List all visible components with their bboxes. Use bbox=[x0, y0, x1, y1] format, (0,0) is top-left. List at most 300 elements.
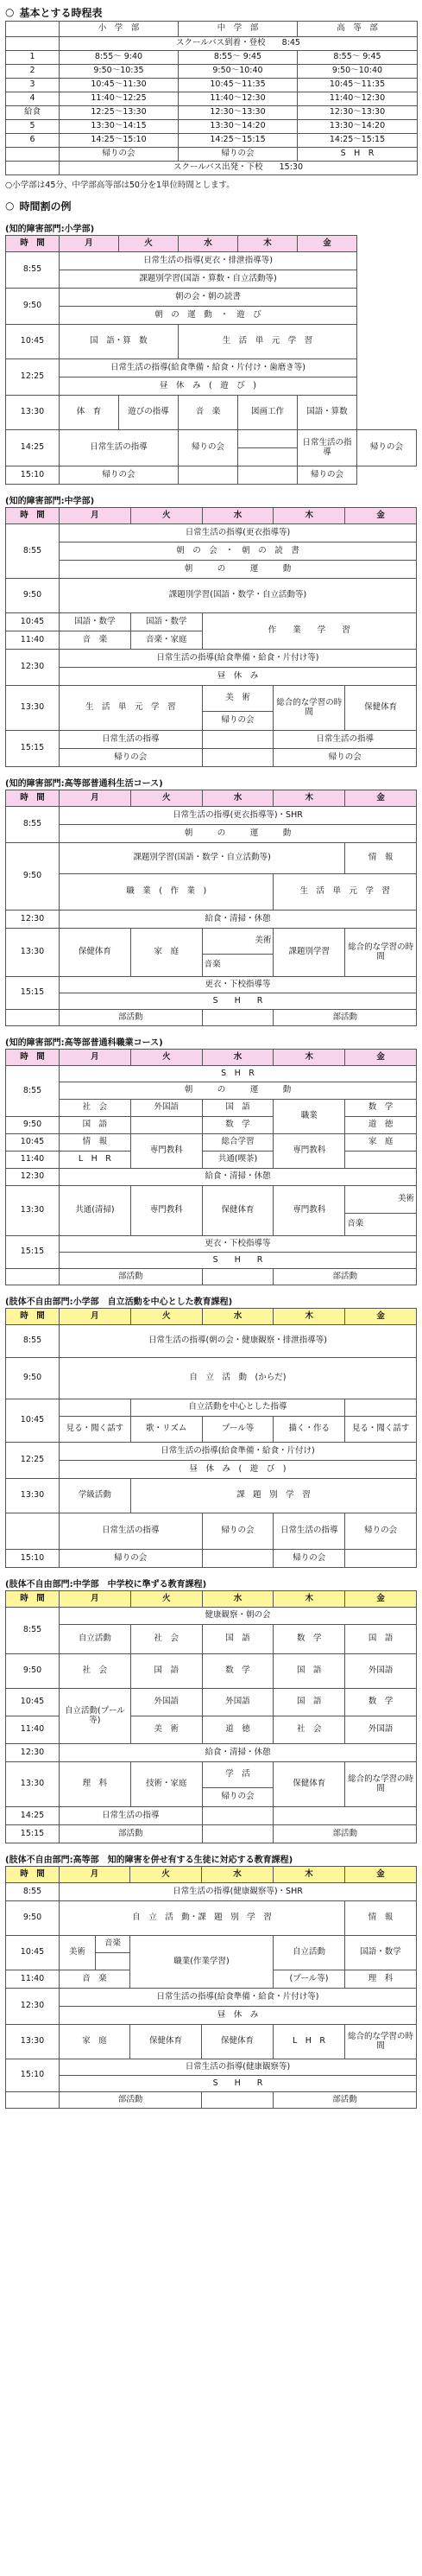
activity-cell: S H R bbox=[60, 2076, 417, 2092]
activity-cell: 情 報 bbox=[60, 1134, 131, 1152]
t5-title: (肢体不自由部門:小学部 自立活動を中心とした教育課程) bbox=[5, 1298, 233, 1307]
time-cell: 9:50 bbox=[6, 843, 60, 910]
activity-cell: (プール等) bbox=[273, 1970, 344, 1989]
time-cell: 11:40 bbox=[6, 1970, 60, 1989]
activity-cell: 体 育 bbox=[60, 396, 119, 430]
activity-cell: S H R bbox=[60, 1253, 417, 1269]
activity-cell: 帰りの会 bbox=[202, 712, 274, 731]
activity-cell: 日常生活の指導(給食準備・給食・片付け等) bbox=[60, 650, 417, 668]
activity-cell: 日常生活の指導(健康観察等)・SHR bbox=[60, 1883, 417, 1901]
day-header-time: 時 間 bbox=[6, 1050, 60, 1066]
activity-cell: 日常生活の指導(更衣指導等)・SHR bbox=[60, 807, 417, 825]
activity-cell: 日常生活の指導(給食準備・給食・片付け) bbox=[60, 1443, 417, 1461]
time-cell: 9:50 bbox=[6, 579, 60, 613]
activity-cell: 国 語 bbox=[202, 1625, 274, 1654]
activity-cell-empty bbox=[345, 1399, 417, 1417]
activity-cell: 国 語 bbox=[274, 1689, 345, 1716]
time-cell: 10:45 bbox=[6, 613, 60, 631]
basic-empty-cell bbox=[6, 162, 60, 175]
basic-bus-leave-row bbox=[6, 162, 418, 175]
activity-cell: 外国語 bbox=[345, 1716, 417, 1744]
activity-cell: 帰りの会 bbox=[60, 1550, 203, 1568]
basic-header-elementary: 小 学 部 bbox=[60, 22, 179, 37]
activity-cell: 作 業 学 習 bbox=[202, 613, 416, 650]
day-header-fri: 金 bbox=[345, 1309, 417, 1325]
activity-cell: 音 楽 bbox=[179, 396, 238, 430]
day-header-fri: 金 bbox=[344, 1867, 416, 1883]
basic-period-row bbox=[6, 79, 418, 92]
activity-cell: 総合的な学習の時間 bbox=[345, 1762, 417, 1807]
activity-cell: 自 立 活 動 (からだ) bbox=[60, 1358, 417, 1399]
day-header-mon: 月 bbox=[60, 236, 119, 252]
time-cell: 9:50 bbox=[6, 289, 60, 325]
day-header-mon: 月 bbox=[60, 508, 131, 524]
day-header-time: 時 間 bbox=[6, 1591, 60, 1608]
activity-cell: 美 術 bbox=[130, 1716, 202, 1744]
day-header-tue: 火 bbox=[130, 1050, 202, 1066]
time-cell: 9:50 bbox=[6, 1358, 60, 1399]
t7-timetable bbox=[5, 1866, 417, 2109]
time-cell: 13:30 bbox=[6, 1186, 60, 1236]
t2-timetable bbox=[5, 507, 417, 767]
activity-cell: 国 語 bbox=[345, 1625, 417, 1654]
day-header-mon: 月 bbox=[60, 1591, 131, 1608]
activity-cell: 保健体育 bbox=[274, 1762, 345, 1807]
time-cell: 13:30 bbox=[6, 1479, 60, 1513]
activity-cell-empty bbox=[202, 749, 274, 767]
time-cell: 12:30 bbox=[6, 1169, 60, 1186]
basic-empty-cell bbox=[6, 148, 60, 162]
day-header-tue: 火 bbox=[130, 1867, 202, 1883]
activity-cell: 国 語 bbox=[130, 1654, 202, 1689]
basic-period-row bbox=[6, 134, 418, 148]
time-cell: 8:55 bbox=[6, 1608, 60, 1654]
activity-cell: 数 学 bbox=[345, 1100, 417, 1117]
activity-cell: 昼 休 み ( 遊 び ) bbox=[60, 378, 357, 396]
activity-cell: 自立活動 bbox=[273, 1936, 344, 1970]
basic-junior-cell: 9:50～10:40 bbox=[179, 65, 298, 79]
basic-period-row bbox=[6, 106, 418, 120]
time-cell: 12:25 bbox=[6, 1443, 60, 1479]
day-header-fri: 金 bbox=[345, 508, 417, 524]
activity-cell: 帰りの会 bbox=[60, 749, 203, 767]
day-header-thu: 木 bbox=[273, 1867, 344, 1883]
activity-cell: 国 語 bbox=[274, 1654, 345, 1689]
basic-junior-cell: 11:40～12:30 bbox=[179, 92, 298, 106]
activity-cell: 日常生活の指導(更衣指導等) bbox=[60, 524, 417, 542]
time-cell: 15:15 bbox=[6, 977, 60, 1010]
t6-title: (肢体不自由部門:中学部 中学校に準ずる教育課程) bbox=[5, 1580, 207, 1589]
activity-cell: 給食・清掃・休憩 bbox=[60, 1744, 417, 1762]
basic-period-row bbox=[6, 65, 418, 79]
time-cell: 10:45 bbox=[6, 1936, 60, 1970]
basic-elementary-cell: 14:25～15:10 bbox=[60, 134, 179, 148]
day-header-mon: 月 bbox=[60, 1050, 131, 1066]
basic-senior-cell: 9:50～10:40 bbox=[298, 65, 418, 79]
activity-cell-empty bbox=[345, 1152, 417, 1169]
basic-note: ○小学部は45分、中学部高等部は50分を1単位時間とします。 bbox=[5, 181, 235, 190]
activity-cell: 課題別学習 bbox=[274, 929, 345, 977]
activity-cell: 専門教科 bbox=[130, 1186, 202, 1236]
activity-cell: 課題別学習(国語・算数・自立活動等) bbox=[60, 270, 357, 289]
activity-cell: 部活動 bbox=[274, 1010, 417, 1026]
time-cell: 12:30 bbox=[6, 1744, 60, 1762]
day-header-fri: 金 bbox=[345, 1050, 417, 1066]
activity-cell: 課題別学習(国語・数学・自立活動等) bbox=[60, 579, 417, 613]
activity-cell: 帰りの会 bbox=[179, 430, 238, 466]
activity-cell: プール等 bbox=[202, 1417, 274, 1443]
time-cell: 13:30 bbox=[6, 1762, 60, 1807]
activity-cell: 部活動 bbox=[274, 1825, 417, 1843]
activity-cell: 共通(喫茶) bbox=[202, 1152, 274, 1169]
activity-cell: 総合学習 bbox=[202, 1134, 274, 1152]
time-cell: 8:55 bbox=[6, 807, 60, 843]
activity-cell: 国語・数学 bbox=[130, 613, 202, 631]
t1-title: (知的障害部門:小学部) bbox=[5, 225, 95, 234]
activity-cell: 国 語 bbox=[60, 1117, 131, 1134]
basic-period-row bbox=[6, 120, 418, 134]
activity-cell: 音 楽 bbox=[60, 631, 131, 650]
day-header-wed: 水 bbox=[202, 790, 274, 807]
activity-cell: 外国語 bbox=[345, 1654, 417, 1689]
activity-cell-empty bbox=[60, 1399, 131, 1417]
activity-cell: 日常生活の指導(健康観察等) bbox=[60, 2059, 417, 2076]
activity-cell: 国語・数学 bbox=[344, 1936, 416, 1970]
t1-timetable bbox=[5, 235, 417, 485]
activity-cell: 職業 bbox=[274, 1100, 345, 1134]
basic-elementary-cell: 10:45～11:30 bbox=[60, 79, 179, 92]
activity-cell: 外国語 bbox=[130, 1100, 202, 1117]
basic-header-junior: 中 学 部 bbox=[179, 22, 298, 37]
activity-cell: 生 活 単 元 学 習 bbox=[60, 686, 203, 731]
activity-cell: 美術 bbox=[202, 929, 274, 955]
day-header-wed: 水 bbox=[202, 1867, 274, 1883]
activity-cell: 学級活動 bbox=[60, 1479, 131, 1513]
activity-cell: 数 学 bbox=[274, 1625, 345, 1654]
day-header-fri: 金 bbox=[345, 1591, 417, 1608]
basic-header-senior: 高 等 部 bbox=[298, 22, 418, 37]
time-cell: 13:30 bbox=[6, 686, 60, 731]
activity-cell: 社 会 bbox=[60, 1100, 131, 1117]
time-cell: 15:10 bbox=[6, 466, 60, 485]
activity-cell: 保健体育 bbox=[202, 1186, 274, 1236]
activity-cell: 日常生活の指導 bbox=[60, 430, 179, 466]
day-header-tue: 火 bbox=[130, 1591, 202, 1608]
time-cell: 8:55 bbox=[6, 1325, 60, 1358]
activity-cell: 朝 の 会 ・ 朝 の 読 書 bbox=[60, 542, 417, 561]
activity-cell: 課 題 別 学 習 bbox=[130, 1479, 416, 1513]
activity-cell: 数 学 bbox=[202, 1117, 274, 1134]
activity-cell: 保健体育 bbox=[130, 2025, 202, 2059]
basic-empty-cell bbox=[6, 37, 60, 51]
basic-period-cell: 1 bbox=[6, 51, 60, 65]
activity-cell: 昼 休 み ( 遊 び ) bbox=[60, 1461, 417, 1479]
activity-cell: 図画工作 bbox=[238, 396, 298, 430]
t2-title: (知的障害部門:中学部) bbox=[5, 497, 95, 506]
time-cell-empty bbox=[6, 1513, 60, 1550]
activity-cell: 共通(清掃) bbox=[60, 1186, 131, 1236]
activity-cell: 専門教科 bbox=[274, 1134, 345, 1169]
day-header-fri: 金 bbox=[298, 236, 357, 252]
activity-cell: 給食・清掃・休憩 bbox=[60, 1169, 417, 1186]
activity-cell: 帰りの会 bbox=[202, 1788, 274, 1807]
activity-cell: 総合的な学習の時間 bbox=[344, 2025, 416, 2059]
basic-junior-cell: 8:55～ 9:45 bbox=[179, 51, 298, 65]
activity-cell: 見る・聞く話す bbox=[345, 1417, 417, 1443]
activity-cell: 音 楽 bbox=[60, 1970, 130, 1989]
activity-cell: 日常生活の指導(給食準備・給食・片付け・歯磨き等) bbox=[60, 359, 357, 378]
time-cell: 8:55 bbox=[6, 252, 60, 289]
activity-cell: 音楽 bbox=[96, 1936, 130, 1953]
activity-cell: 家 庭 bbox=[345, 1134, 417, 1152]
t3-title: (知的障害部門:高等部普通科生活コース) bbox=[5, 779, 163, 789]
time-cell: 8:55 bbox=[6, 1066, 60, 1117]
activity-cell: 生 活 単 元 学 習 bbox=[179, 325, 357, 359]
t7-title: (肢体不自由部門:高等部 知的障害を併せ有する生徒に対応する教育課程) bbox=[5, 1856, 293, 1865]
t5-timetable bbox=[5, 1308, 417, 1568]
time-cell: 9:50 bbox=[6, 1901, 60, 1936]
basic-elementary-cell: 8:55～ 9:40 bbox=[60, 51, 179, 65]
time-cell-empty bbox=[6, 1269, 60, 1285]
activity-cell: 朝 の 運 動 bbox=[60, 825, 417, 843]
day-header-tue: 火 bbox=[119, 236, 179, 252]
basic-period-row bbox=[6, 92, 418, 106]
activity-cell: 昼 休 み bbox=[60, 668, 417, 686]
basic-home-row bbox=[6, 148, 418, 162]
activity-cell-empty bbox=[202, 731, 274, 749]
activity-cell: 職 業 ( 作 業 ) bbox=[60, 874, 274, 910]
t4-title: (知的障害部門:高等部普通科職業コース) bbox=[5, 1038, 163, 1048]
basic-senior-cell: 10:45～11:35 bbox=[298, 79, 418, 92]
activity-cell: 健康観察・朝の会 bbox=[60, 1608, 417, 1625]
activity-cell: 日常生活の指導 bbox=[274, 1513, 345, 1550]
time-cell: 11:40 bbox=[6, 1152, 60, 1169]
basic-period-row bbox=[6, 51, 418, 65]
activity-cell-empty bbox=[345, 1550, 417, 1568]
time-cell: 13:30 bbox=[6, 929, 60, 977]
time-cell-empty bbox=[6, 2092, 60, 2109]
activity-cell: 専門教科 bbox=[130, 1134, 202, 1169]
activity-cell: 帰りの会 bbox=[274, 1550, 345, 1568]
activity-cell: 保健体育 bbox=[60, 929, 131, 977]
basic-period-cell: 4 bbox=[6, 92, 60, 106]
time-cell: 14:25 bbox=[6, 1807, 60, 1825]
time-cell: 15:10 bbox=[6, 2059, 60, 2092]
activity-cell: 帰りの会 bbox=[298, 466, 357, 485]
activity-cell-empty bbox=[130, 1117, 202, 1134]
activity-cell-empty bbox=[274, 1807, 417, 1825]
basic-period-cell: 6 bbox=[6, 134, 60, 148]
activity-cell: 音楽 bbox=[345, 1214, 417, 1236]
activity-cell: 見る・聞く話す bbox=[60, 1417, 131, 1443]
activity-cell: 部活動 bbox=[60, 1269, 203, 1285]
activity-cell: 日常生活の指導 bbox=[60, 1807, 203, 1825]
activity-cell: 総合的な学習の時間 bbox=[345, 929, 417, 977]
activity-cell-empty bbox=[238, 466, 298, 485]
activity-cell: 美術 bbox=[60, 1936, 96, 1970]
activity-cell: 遊びの指導 bbox=[119, 396, 179, 430]
day-header-thu: 木 bbox=[274, 508, 345, 524]
day-header-tue: 火 bbox=[130, 1309, 202, 1325]
day-header-thu: 木 bbox=[238, 236, 298, 252]
activity-cell-empty bbox=[96, 1953, 130, 1970]
activity-cell: 自 立 活 動・課 題 別 学 習 bbox=[60, 1901, 345, 1936]
activity-cell: 理 科 bbox=[344, 1970, 416, 1989]
basic-header-blank bbox=[6, 22, 60, 37]
basic-senior-cell: 12:30～13:30 bbox=[298, 106, 418, 120]
activity-cell: 朝 の 運 動 bbox=[60, 561, 417, 579]
time-cell: 13:30 bbox=[6, 396, 60, 430]
basic-senior-cell: 14:25～15:15 bbox=[298, 134, 418, 148]
time-cell: 9:50 bbox=[6, 1117, 60, 1134]
activity-cell: 国語・算数 bbox=[298, 396, 357, 430]
t4-timetable bbox=[5, 1049, 417, 1285]
basic-timetable bbox=[5, 21, 418, 175]
activity-cell: 国 語・算 数 bbox=[60, 325, 179, 359]
basic-home-cell: 帰りの会 bbox=[179, 148, 298, 162]
basic-period-cell: 3 bbox=[6, 79, 60, 92]
activity-cell: 描く・作る bbox=[274, 1417, 345, 1443]
activity-cell: 数 学 bbox=[202, 1654, 274, 1689]
activity-cell: L H R bbox=[273, 2025, 344, 2059]
time-cell: 12:30 bbox=[6, 910, 60, 929]
activity-cell-empty bbox=[202, 1825, 274, 1843]
basic-bus-leave: スクールバス出発・下校 15:30 bbox=[60, 162, 418, 175]
activity-cell: 技術・家庭 bbox=[130, 1762, 202, 1807]
day-header-tue: 火 bbox=[130, 508, 202, 524]
activity-cell: 朝 の 運 動 bbox=[60, 1082, 417, 1100]
activity-cell-empty bbox=[202, 1269, 274, 1285]
time-cell: 13:30 bbox=[6, 2025, 60, 2059]
activity-cell: 部活動 bbox=[60, 1010, 203, 1026]
day-header-thu: 木 bbox=[274, 1050, 345, 1066]
activity-cell-empty bbox=[238, 430, 298, 448]
activity-cell: 保健体育 bbox=[202, 2025, 274, 2059]
activity-cell-empty bbox=[202, 1807, 274, 1825]
activity-cell: 日常生活の指導(給食準備・給食・片付け等) bbox=[60, 1989, 417, 2007]
activity-cell: 情 報 bbox=[344, 1901, 416, 1936]
activity-cell: 社 会 bbox=[274, 1716, 345, 1744]
activity-cell: 帰りの会 bbox=[60, 466, 179, 485]
basic-elementary-cell: 9:50～10:35 bbox=[60, 65, 179, 79]
time-cell: 10:45 bbox=[6, 1134, 60, 1152]
activity-cell: 日常生活の指導 bbox=[60, 731, 203, 749]
basic-junior-cell: 13:30～14:20 bbox=[179, 120, 298, 134]
activity-cell: 部活動 bbox=[273, 2092, 416, 2109]
day-header-wed: 水 bbox=[202, 508, 274, 524]
activity-cell: S H R bbox=[60, 1066, 417, 1082]
basic-home-cell: S H R bbox=[298, 148, 418, 162]
basic-junior-cell: 10:45～11:35 bbox=[179, 79, 298, 92]
activity-cell: 日常生活の指導 bbox=[60, 1513, 203, 1550]
day-header-time: 時 間 bbox=[6, 1309, 60, 1325]
activity-cell: 専門教科 bbox=[274, 1186, 345, 1236]
activity-cell-empty bbox=[202, 1550, 274, 1568]
time-cell: 12:30 bbox=[6, 1989, 60, 2025]
activity-cell: 帰りの会 bbox=[274, 749, 417, 767]
basic-period-cell: 5 bbox=[6, 120, 60, 134]
day-header-tue: 火 bbox=[130, 790, 202, 807]
day-header-time: 時 間 bbox=[6, 1867, 60, 1883]
day-header-mon: 月 bbox=[60, 1867, 130, 1883]
day-header-wed: 水 bbox=[179, 236, 238, 252]
activity-cell: 部活動 bbox=[274, 1269, 417, 1285]
day-header-time: 時 間 bbox=[6, 508, 60, 524]
activity-cell: 朝の会・朝の読書 bbox=[60, 289, 357, 307]
time-cell: 15:15 bbox=[6, 1825, 60, 1843]
time-cell-empty bbox=[6, 1010, 60, 1026]
activity-cell: 音楽・家庭 bbox=[130, 631, 202, 650]
day-header-mon: 月 bbox=[60, 790, 131, 807]
day-header-wed: 水 bbox=[202, 1591, 274, 1608]
basic-senior-cell: 13:30～14:20 bbox=[298, 120, 418, 134]
activity-cell: 昼 休 み bbox=[60, 2007, 417, 2025]
examples-section-heading bbox=[5, 199, 417, 213]
time-cell: 8:55 bbox=[6, 524, 60, 579]
activity-cell: 歌・リズム bbox=[130, 1417, 202, 1443]
activity-cell: 社 会 bbox=[130, 1625, 202, 1654]
day-header-thu: 木 bbox=[274, 790, 345, 807]
basic-senior-cell: 8:55～ 9:45 bbox=[298, 51, 418, 65]
activity-cell: 家 庭 bbox=[60, 2025, 130, 2059]
activity-cell: 日常生活の指導(朝の会・健康観察・排泄指導等) bbox=[60, 1325, 417, 1358]
circle-mark-icon: ○ bbox=[5, 6, 15, 18]
basic-home-cell: 帰りの会 bbox=[60, 148, 179, 162]
basic-period-cell: 給食 bbox=[6, 106, 60, 120]
activity-cell: S H R bbox=[60, 993, 417, 1010]
activity-cell: 理 科 bbox=[60, 1762, 131, 1807]
basic-elementary-cell: 13:30～14:15 bbox=[60, 120, 179, 134]
activity-cell: 数 学 bbox=[345, 1689, 417, 1716]
activity-cell: 道 徳 bbox=[345, 1117, 417, 1134]
time-cell: 15:15 bbox=[6, 1236, 60, 1269]
activity-cell: 情 報 bbox=[345, 843, 417, 874]
activity-cell: 生 活 単 元 学 習 bbox=[274, 874, 417, 910]
activity-cell: 帰りの会 bbox=[345, 1513, 417, 1550]
time-cell: 11:40 bbox=[6, 1716, 60, 1744]
time-cell: 8:55 bbox=[6, 1883, 60, 1901]
basic-elementary-cell: 12:25～13:30 bbox=[60, 106, 179, 120]
day-header-thu: 木 bbox=[274, 1591, 345, 1608]
day-header-fri: 金 bbox=[345, 790, 417, 807]
activity-cell: 国語・数学 bbox=[60, 613, 131, 631]
time-cell: 14:25 bbox=[6, 430, 60, 466]
time-cell: 15:15 bbox=[6, 731, 60, 767]
activity-cell: 外国語 bbox=[202, 1689, 274, 1716]
activity-cell-empty bbox=[202, 1010, 274, 1026]
time-cell: 11:40 bbox=[6, 631, 60, 650]
t3-timetable bbox=[5, 790, 417, 1026]
activity-cell: 更衣・下校指導等 bbox=[60, 1236, 417, 1253]
activity-cell: 総合的な学習の時間 bbox=[274, 686, 345, 731]
activity-cell: 美 術 bbox=[202, 686, 274, 712]
activity-cell: 給食・清掃・休憩 bbox=[60, 910, 417, 929]
day-header-wed: 水 bbox=[202, 1309, 274, 1325]
basic-section-title: 基本とする時程表 bbox=[19, 6, 103, 19]
basic-junior-cell: 14:25～15:15 bbox=[179, 134, 298, 148]
activity-cell: 社 会 bbox=[60, 1654, 131, 1689]
activity-cell: 自立活動を中心とした指導 bbox=[130, 1399, 344, 1417]
activity-cell: 外国語 bbox=[130, 1689, 202, 1716]
t6-timetable bbox=[5, 1590, 417, 1843]
activity-cell: 帰りの会 bbox=[357, 430, 417, 466]
basic-elementary-cell: 11:40～12:25 bbox=[60, 92, 179, 106]
activity-cell: 道 徳 bbox=[202, 1716, 274, 1744]
day-header-time: 時 間 bbox=[6, 790, 60, 807]
basic-senior-cell: 11:40～12:30 bbox=[298, 92, 418, 106]
time-cell: 12:25 bbox=[6, 359, 60, 396]
day-header-time: 時 間 bbox=[6, 236, 60, 252]
